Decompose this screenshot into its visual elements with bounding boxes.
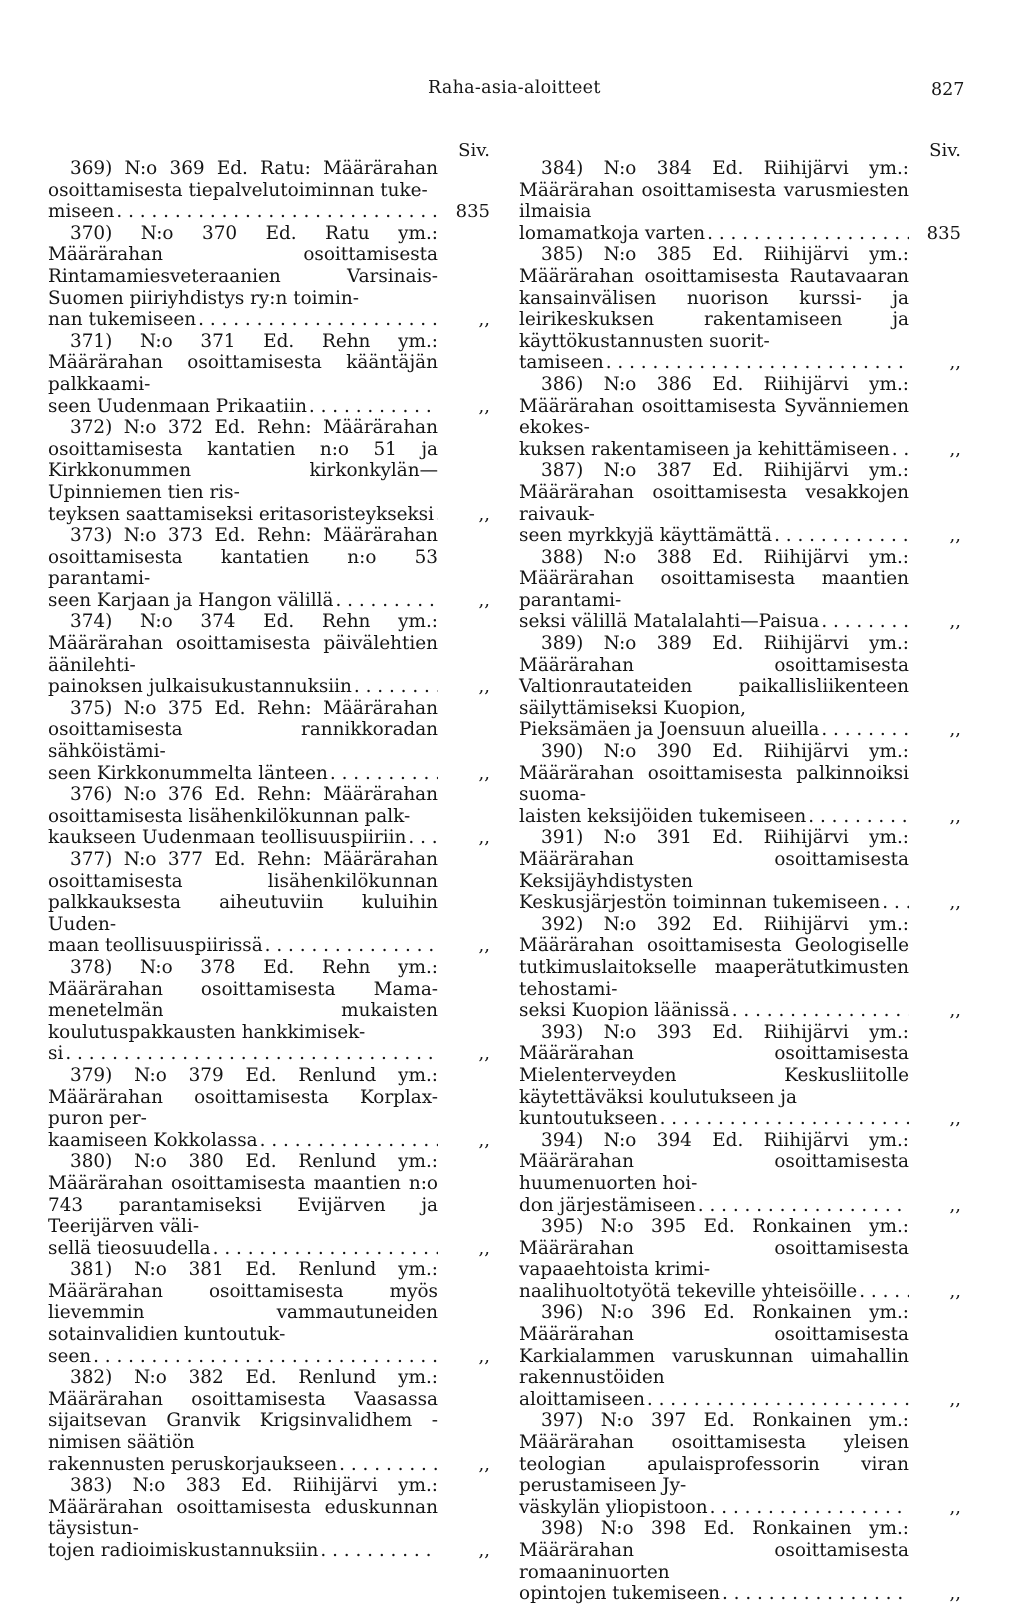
index-entry bbox=[519, 1302, 961, 1410]
leader-dots bbox=[774, 525, 909, 547]
entry-last-line: seen bbox=[48, 1345, 92, 1367]
entry-page-ref: ,, bbox=[478, 827, 490, 849]
entry-text: 388) N:o 388 Ed. Riihijärvi ym.: Määrärahan osoittamisesta maantien parantami- bbox=[519, 546, 909, 611]
entry-text: 390) N:o 390 Ed. Riihijärvi ym.: Määrärahan osoittamisesta palkinnoiksi suoma- bbox=[519, 741, 909, 806]
entry-last-line: seen Karjaan ja Hangon välillä bbox=[48, 589, 334, 611]
leader-dots bbox=[408, 827, 438, 849]
entry-text: 391) N:o 391 Ed. Riihijärvi ym.: Määrärahan osoittamisesta Keksijäyhdistysten bbox=[519, 827, 909, 892]
entry-page-ref: ,, bbox=[478, 1540, 490, 1561]
index-entry bbox=[519, 1022, 961, 1130]
leader-dots bbox=[436, 504, 438, 526]
index-entry bbox=[48, 784, 490, 849]
entry-text: 387) N:o 387 Ed. Riihijärvi ym.: Määrärahan osoittamisesta vesakkojen raivauk- bbox=[519, 460, 909, 525]
entry-last-line: don järjestämiseen bbox=[519, 1194, 696, 1216]
leader-dots bbox=[707, 223, 909, 245]
entry-page-ref: ,, bbox=[949, 352, 961, 374]
running-title: Raha-asia-aloitteet bbox=[428, 78, 601, 98]
entry-page-ref: ,, bbox=[478, 676, 490, 698]
leader-dots bbox=[335, 590, 438, 612]
entry-text: 389) N:o 389 Ed. Riihijärvi ym.: Määrärahan osoittamisesta Valtionrautateiden paikallisliikenteen säilyttämiseksi Kuopion, bbox=[519, 633, 909, 719]
leader-dots bbox=[93, 1346, 438, 1368]
column-label-siv: Siv. bbox=[458, 140, 490, 161]
index-entry bbox=[48, 1259, 490, 1367]
leader-dots bbox=[116, 201, 438, 223]
index-entry bbox=[519, 460, 961, 546]
leader-dots bbox=[698, 1195, 909, 1217]
index-entry bbox=[48, 223, 490, 331]
left-entries bbox=[48, 158, 490, 1562]
entry-last-line: painoksen julkaisukustannuksiin bbox=[48, 676, 352, 698]
entry-page-ref: 835 bbox=[455, 201, 490, 223]
entry-text: 396) N:o 396 Ed. Ronkainen ym.: Määrärahan osoittamisesta Karkialammen varuskunnan uimahallin rakennustöiden bbox=[519, 1302, 909, 1389]
entry-text: 385) N:o 385 Ed. Riihijärvi ym.: Määrärahan osoittamisesta Rautavaaran kansainvälisen nuorison kurssi- ja leirikeskuksen rakentamiseen ja käyttökustannusten suorit- bbox=[519, 244, 909, 352]
entry-page-ref: ,, bbox=[478, 503, 490, 525]
entry-text: 377) N:o 377 Ed. Rehn: Määrärahan osoittamisesta lisähenkilökunnan palkkauksesta aiheutuviin kuluihin Uuden- bbox=[48, 849, 438, 935]
entry-page-ref: ,, bbox=[478, 935, 490, 957]
leader-dots bbox=[309, 396, 438, 418]
entry-page-ref: ,, bbox=[949, 805, 961, 827]
entry-last-line: kuntoutukseen bbox=[519, 1108, 658, 1130]
index-entry bbox=[519, 374, 961, 460]
entry-text: 378) N:o 378 Ed. Rehn ym.: Määrärahan osoittamisesta Mama-menetelmän mukaisten koulutuspakkausten hankkimisek- bbox=[48, 956, 438, 1043]
leader-dots bbox=[710, 1497, 909, 1519]
index-entry bbox=[48, 849, 490, 957]
entry-text: 397) N:o 397 Ed. Ronkainen ym.: Määrärahan osoittamisesta yleisen teologian apulaisprofessorin viran perustamiseen Jy- bbox=[519, 1410, 909, 1497]
entry-page-ref: ,, bbox=[949, 1000, 961, 1022]
entry-text: 384) N:o 384 Ed. Riihijärvi ym.: Määrärahan osoittamisesta varusmiesten ilmaisia bbox=[519, 158, 909, 223]
leader-dots bbox=[892, 439, 909, 461]
entry-last-line: miseen bbox=[48, 201, 115, 223]
index-entry bbox=[48, 417, 490, 525]
index-entry bbox=[48, 158, 490, 223]
leader-dots bbox=[882, 892, 909, 914]
index-entry bbox=[519, 1216, 961, 1302]
entry-page-ref: ,, bbox=[478, 1453, 490, 1475]
entry-page-ref: ,, bbox=[949, 1496, 961, 1518]
index-entry bbox=[48, 611, 490, 697]
index-entry bbox=[519, 1518, 961, 1604]
entry-text: 386) N:o 386 Ed. Riihijärvi ym.: Määrärahan osoittamisesta Syvänniemen ekokes- bbox=[519, 373, 909, 439]
entry-last-line: tojen radioimiskustannuksiin bbox=[48, 1540, 319, 1561]
index-entry bbox=[519, 244, 961, 374]
entry-page-ref: ,, bbox=[478, 1043, 490, 1065]
entry-last-line: aloittamiseen bbox=[519, 1388, 645, 1410]
entry-text: 372) N:o 372 Ed. Rehn: Määrärahan osoittamisesta kantatien n:o 51 ja Kirkkonummen kirkonkylän—Upinniemen tien ris- bbox=[48, 417, 438, 503]
index-entry bbox=[519, 914, 961, 1022]
entry-page-ref: ,, bbox=[949, 525, 961, 547]
entry-text: 373) N:o 373 Ed. Rehn: Määrärahan osoittamisesta kantatien n:o 53 parantami- bbox=[48, 525, 438, 590]
entry-last-line: laisten keksijöiden tukemiseen bbox=[519, 805, 807, 827]
entry-last-line: rakennusten peruskorjaukseen bbox=[48, 1453, 338, 1475]
entry-text: 369) N:o 369 Ed. Ratu: Määrärahan osoittamisesta tiepalvelutoiminnan tuke- bbox=[48, 158, 438, 201]
entry-last-line: kaamiseen Kokkolassa bbox=[48, 1129, 258, 1151]
entry-page-ref: ,, bbox=[949, 892, 961, 914]
index-entry bbox=[519, 741, 961, 827]
leader-dots bbox=[821, 611, 909, 633]
entry-page-ref: ,, bbox=[949, 1583, 961, 1605]
index-entry bbox=[48, 1151, 490, 1259]
index-entry bbox=[519, 1130, 961, 1216]
entry-text: 381) N:o 381 Ed. Renlund ym.: Määrärahan osoittamisesta myös lievemmin vammautuneiden sotainvalidien kuntoutuk- bbox=[48, 1259, 438, 1346]
leader-dots bbox=[722, 1583, 909, 1605]
entry-last-line: maan teollisuuspiirissä bbox=[48, 935, 263, 957]
entry-text: 382) N:o 382 Ed. Renlund ym.: Määrärahan osoittamisesta Vaasassa sijaitsevan Granvik Krigsinvalidhem -nimisen säätiön bbox=[48, 1367, 438, 1454]
entry-last-line: naalihuoltotyötä tekeville yhteisöille bbox=[519, 1280, 858, 1302]
entry-last-line: seksi Kuopion läänissä bbox=[519, 1000, 730, 1022]
leader-dots bbox=[647, 1389, 909, 1411]
entry-last-line: seen Uudenmaan Prikaatiin bbox=[48, 395, 307, 417]
entry-last-line: kuksen rakentamiseen ja kehittämiseen bbox=[519, 438, 890, 460]
leader-dots bbox=[330, 763, 438, 785]
index-entry bbox=[48, 1367, 490, 1475]
entry-page-ref: ,, bbox=[478, 395, 490, 417]
page-number: 827 bbox=[931, 80, 965, 100]
entry-text: 374) N:o 374 Ed. Rehn ym.: Määrärahan osoittamisesta päivälehtien äänilehti- bbox=[48, 611, 438, 676]
page-header bbox=[0, 78, 1024, 108]
entry-text: 383) N:o 383 Ed. Riihijärvi ym.: Määrärahan osoittamisesta eduskunnan täysistun- bbox=[48, 1475, 438, 1540]
entry-page-ref: ,, bbox=[478, 589, 490, 611]
entry-last-line: väskylän yliopistoon bbox=[519, 1496, 708, 1518]
leader-dots bbox=[606, 352, 909, 374]
index-entry bbox=[48, 1475, 490, 1561]
entry-page-ref: ,, bbox=[949, 1194, 961, 1216]
entry-text: 395) N:o 395 Ed. Ronkainen ym.: Määrärahan osoittamisesta vapaaehtoista krimi- bbox=[519, 1216, 909, 1281]
entry-page-ref: ,, bbox=[949, 1280, 961, 1302]
index-entry bbox=[48, 698, 490, 784]
entry-page-ref: ,, bbox=[949, 438, 961, 460]
entry-last-line: nan tukemiseen bbox=[48, 309, 197, 331]
entry-text: 398) N:o 398 Ed. Ronkainen ym.: Määrärahan osoittamisesta romaaninuorten bbox=[519, 1518, 909, 1583]
leader-dots bbox=[198, 309, 438, 331]
index-entry bbox=[519, 827, 961, 913]
leader-dots bbox=[808, 806, 909, 828]
entry-last-line: Pieksämäen ja Joensuun alueilla bbox=[519, 719, 820, 741]
column-label-siv: Siv. bbox=[929, 140, 961, 161]
leader-dots bbox=[339, 1454, 438, 1476]
entry-page-ref: ,, bbox=[478, 1129, 490, 1151]
entry-text: 392) N:o 392 Ed. Riihijärvi ym.: Määrärahan osoittamisesta Geologiselle tutkimuslaitokselle maaperätutkimusten tehostami- bbox=[519, 913, 909, 1000]
leader-dots bbox=[65, 1043, 438, 1065]
entry-page-ref: ,, bbox=[478, 762, 490, 784]
index-entry bbox=[519, 1410, 961, 1518]
entry-text: 380) N:o 380 Ed. Renlund ym.: Määrärahan osoittamisesta maantien n:o 743 parantamiseksi Evijärven ja Teerijärven väli- bbox=[48, 1151, 438, 1238]
entry-page-ref: ,, bbox=[949, 1108, 961, 1130]
leader-dots bbox=[320, 1540, 438, 1562]
leader-dots bbox=[260, 1130, 438, 1152]
leader-dots bbox=[732, 1000, 909, 1022]
entry-text: 394) N:o 394 Ed. Riihijärvi ym.: Määrärahan osoittamisesta huumenuorten hoi- bbox=[519, 1129, 909, 1194]
index-entry bbox=[48, 1065, 490, 1151]
entry-last-line: opintojen tukemiseen bbox=[519, 1583, 720, 1605]
entry-page-ref: ,, bbox=[478, 1345, 490, 1367]
right-entries bbox=[519, 158, 961, 1605]
index-entry bbox=[519, 633, 961, 741]
entry-last-line: kaukseen Uudenmaan teollisuuspiiriin bbox=[48, 827, 407, 849]
index-entry bbox=[48, 957, 490, 1065]
index-entry bbox=[48, 525, 490, 611]
entry-text: 370) N:o 370 Ed. Ratu ym.: Määrärahan osoittamisesta Rintamamiesveteraanien Varsinais-Suomen piiriyhdistys ry:n toimin- bbox=[48, 222, 438, 309]
entry-last-line: Keskusjärjestön toiminnan tukemiseen bbox=[519, 892, 881, 914]
entry-last-line: seen Kirkkonummelta länteen bbox=[48, 762, 328, 784]
entry-page-ref: ,, bbox=[949, 611, 961, 633]
entry-last-line: tamiseen bbox=[519, 352, 604, 374]
entry-page-ref: ,, bbox=[949, 719, 961, 741]
entry-text: 375) N:o 375 Ed. Rehn: Määrärahan osoittamisesta rannikkoradan sähköistämi- bbox=[48, 697, 438, 763]
entry-last-line: teyksen saattamiseksi eritasoristeykseksi bbox=[48, 503, 435, 525]
entry-page-ref: 835 bbox=[926, 222, 961, 244]
leader-dots bbox=[265, 935, 438, 957]
leader-dots bbox=[213, 1238, 438, 1260]
index-entry bbox=[519, 547, 961, 633]
entry-last-line: lomamatkoja varten bbox=[519, 222, 706, 244]
index-entry bbox=[519, 158, 961, 244]
entry-text: 393) N:o 393 Ed. Riihijärvi ym.: Määrärahan osoittamisesta Mielenterveyden Keskusliitolle käytettäväksi koulutukseen ja bbox=[519, 1021, 909, 1108]
entry-last-line: seksi välillä Matalalahti—Paisua bbox=[519, 611, 820, 633]
entry-text: 371) N:o 371 Ed. Rehn ym.: Määrärahan osoittamisesta kääntäjän palkkaami- bbox=[48, 330, 438, 395]
entry-last-line: sellä tieosuudella bbox=[48, 1237, 211, 1259]
entry-text: 379) N:o 379 Ed. Renlund ym.: Määrärahan osoittamisesta Korplax-puron per- bbox=[48, 1064, 438, 1130]
entry-last-line: seen myrkkyjä käyttämättä bbox=[519, 525, 773, 547]
entry-page-ref: ,, bbox=[949, 1388, 961, 1410]
leader-dots bbox=[660, 1108, 909, 1130]
entry-text: 376) N:o 376 Ed. Rehn: Määrärahan osoittamisesta lisähenkilökunnan palk- bbox=[48, 784, 438, 827]
entry-last-line: si bbox=[48, 1043, 64, 1065]
leader-dots bbox=[354, 676, 438, 698]
leader-dots bbox=[859, 1281, 909, 1303]
entry-page-ref: ,, bbox=[478, 1237, 490, 1259]
leader-dots bbox=[821, 719, 909, 741]
entry-page-ref: ,, bbox=[478, 309, 490, 331]
index-entry bbox=[48, 331, 490, 417]
